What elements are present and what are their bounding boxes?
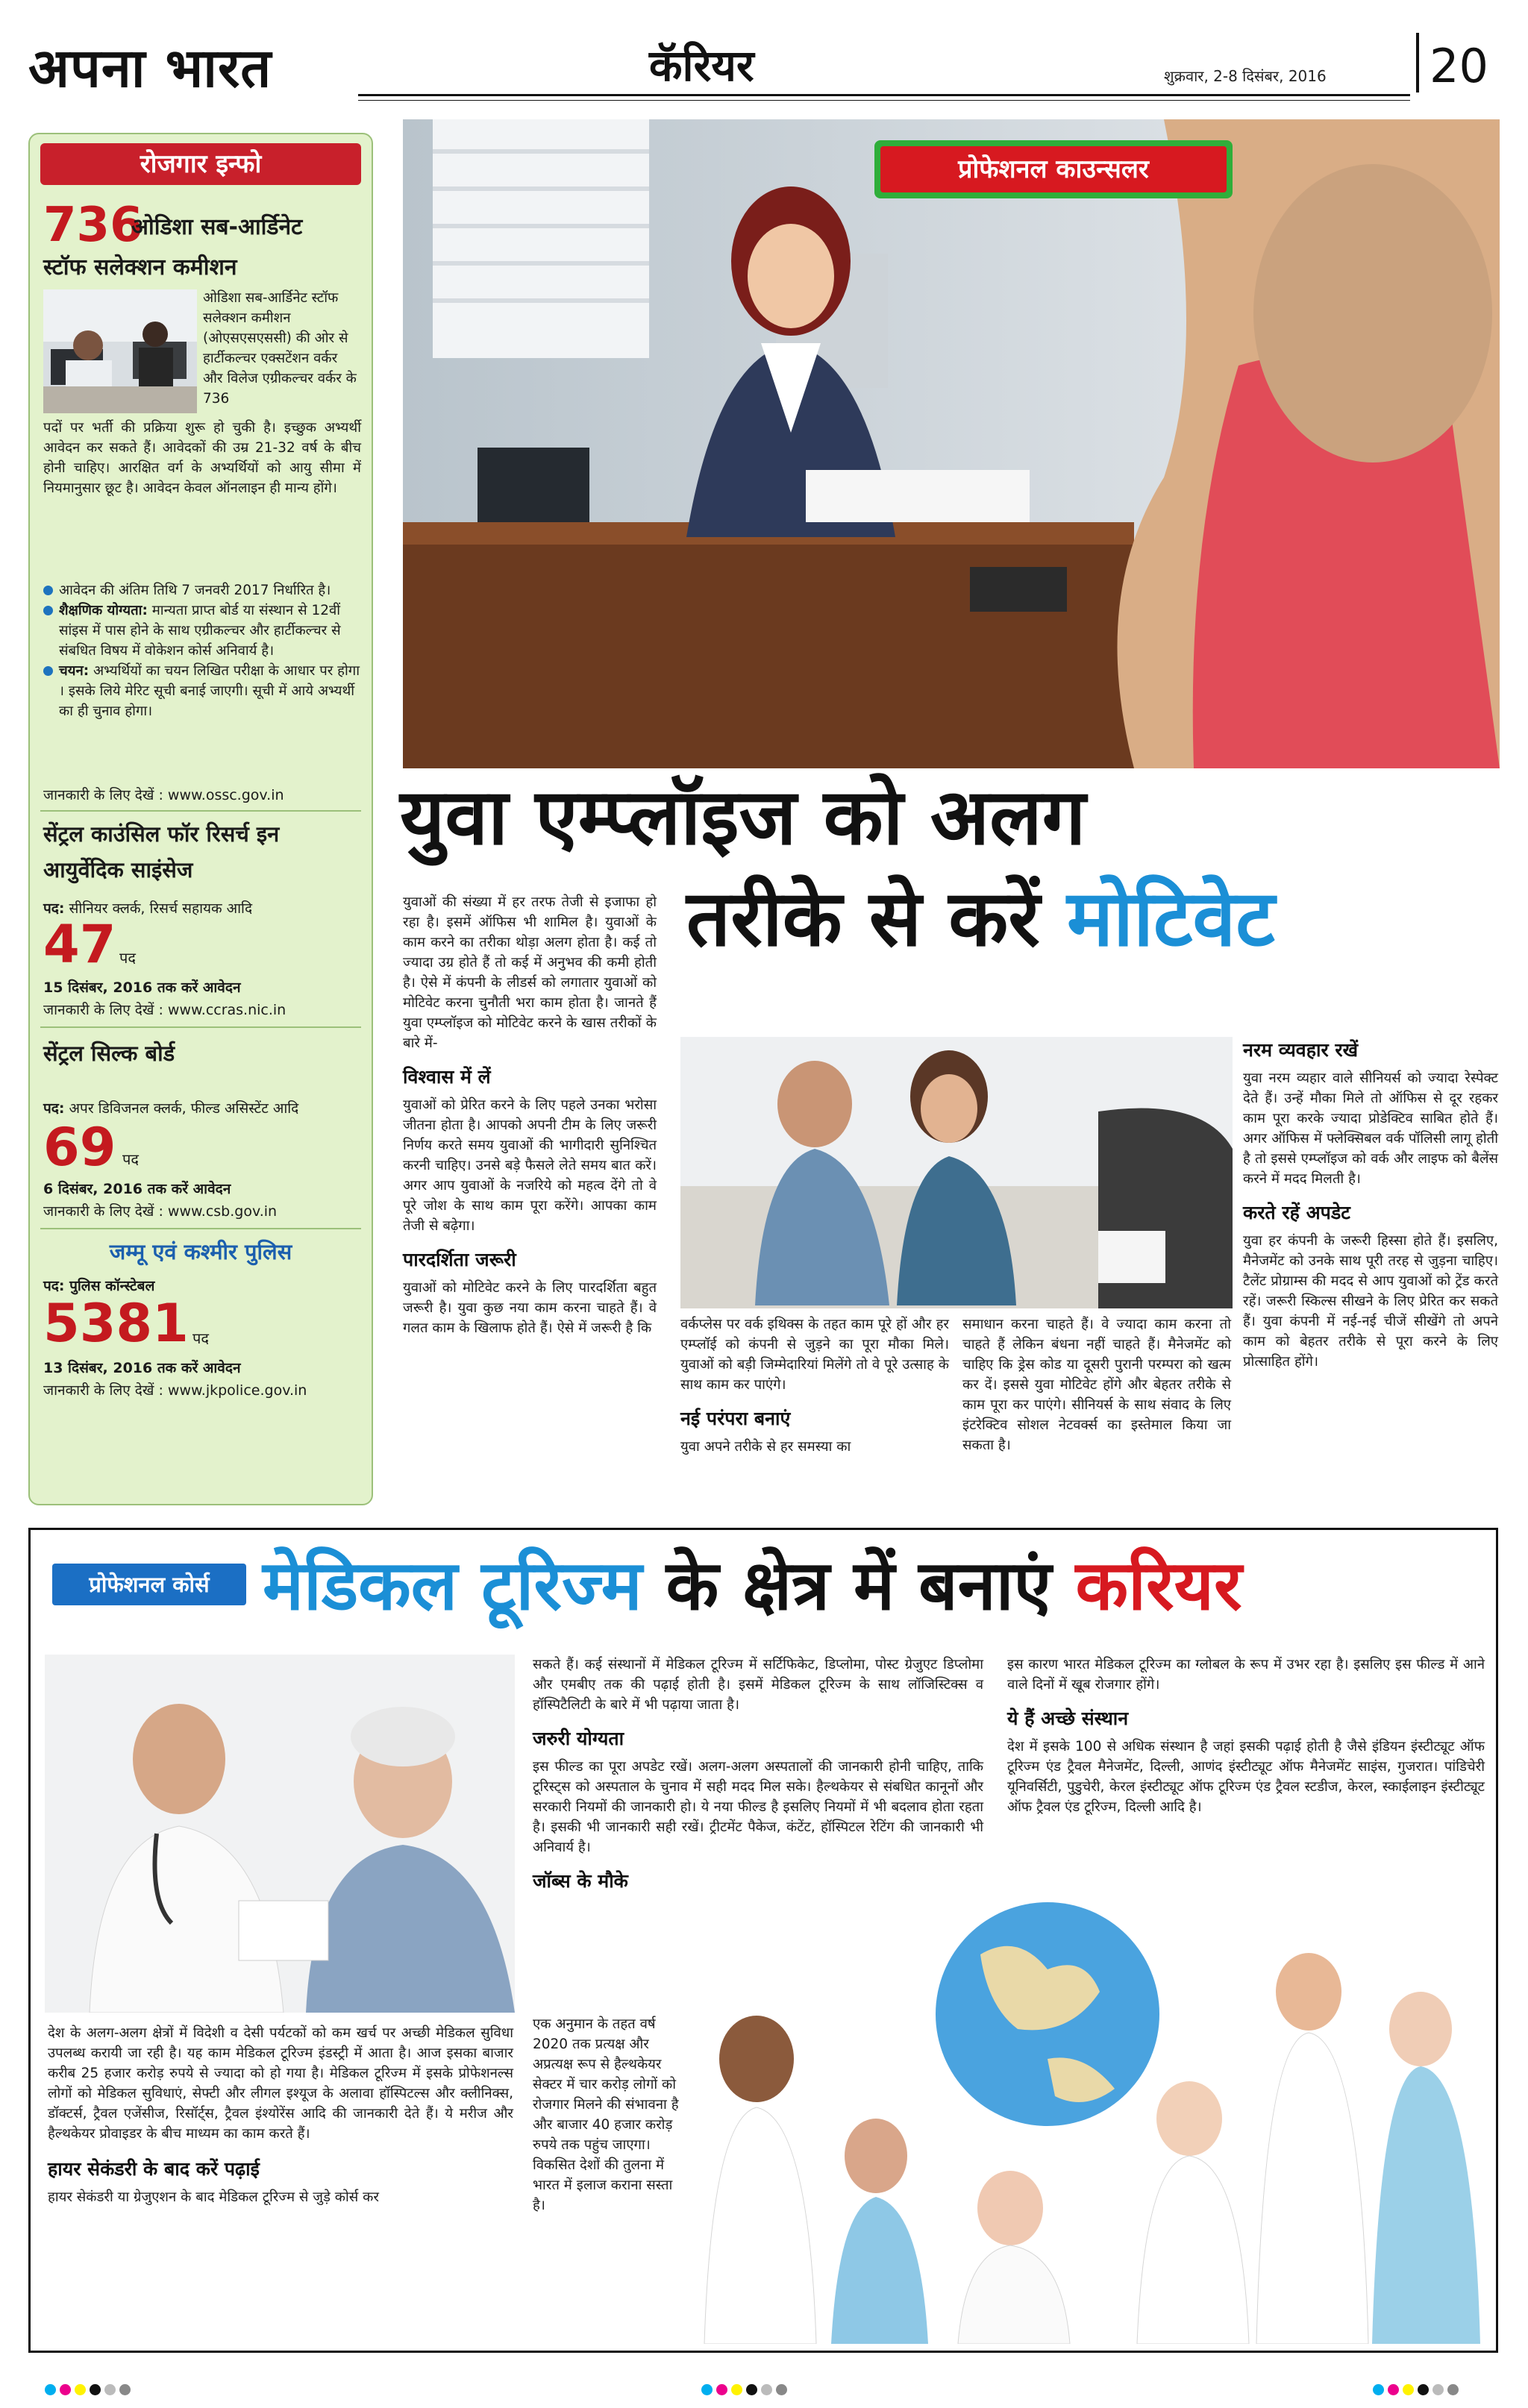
tourism-badge bbox=[52, 1564, 246, 1605]
bullet-item bbox=[43, 601, 361, 661]
ccras-deadline: 15 दिसंबर, 2016 तक करें आवेदन bbox=[43, 979, 241, 996]
body-paragraph: युवा अपने तरीके से हर समस्या का bbox=[680, 1439, 851, 1455]
body-paragraph: हायर सेकंडरी या ग्रेजुएशन के बाद मेडिकल टूरिज्म से जुड़े कोर्स कर bbox=[48, 2189, 379, 2205]
ccras-count: 47 bbox=[43, 914, 116, 975]
subhead: करते रहें अपडेट bbox=[1243, 1202, 1350, 1223]
color-dot-icon bbox=[119, 2384, 131, 2395]
headline-part: तरीके से करें bbox=[686, 873, 1067, 964]
counselor-col3 bbox=[962, 1314, 1231, 1455]
body-paragraph: सकते हैं। कई संस्थानों में मेडिकल टूरिज्म में सर्टिफिकेट, डिप्लोमा, पोस्ट ग्रेजुएट डिप्लोमा और एमबीए तक की पढ़ाई होती है। इसमें मेडिकल टूरिज्म के साथ लॉजिस्टिक्स व हॉस्पिटैलिटी के बारे में भी पढ़ाया जाता है। bbox=[533, 1657, 983, 1713]
headline-part: मेडिकल टूरिज्म bbox=[263, 1546, 642, 1625]
masthead-rule-thin bbox=[358, 100, 1410, 101]
post-label: पद: bbox=[43, 1278, 65, 1294]
body-paragraph: एक अनुमान के तहत वर्ष 2020 तक प्रत्यक्ष और अप्रत्यक्ष रूप से हैल्थकेयर सेक्टर में चार करोड़ लोगों को रोजगार मिलने की संभावना है और बाजार 40 हजार करोड़ रुपये तक पहुंच जाएगा। विकसित देशों की तुलना में भारत में इलाज कराना सस्ता है। bbox=[533, 2016, 679, 2213]
color-dot-icon bbox=[1388, 2384, 1399, 2395]
color-registration-center bbox=[701, 2384, 791, 2398]
body-paragraph: युवाओं की संख्या में हर तरफ तेजी से इजाफा हो रहा है। इसमें ऑफिस भी शामिल है। युवाओं के काम करने का तरीका थोड़ा अलग होता है। कई तो ज्यादा उग्र होते हैं तो कई में अनुभव की कमी होती है। ऐसे में कंपनी के लीडर्स को लगातार युवाओं को मोटिवेट करना चुनौती भरा काम होता है। जानते हैं युवा एम्प्लॉइज को मोटिवेट करने के खास तरीकों के बारे में- bbox=[403, 894, 657, 1051]
csb-deadline: 6 दिसंबर, 2016 तक करें आवेदन bbox=[43, 1181, 231, 1197]
post-text: सीनियर क्लर्क, रिसर्च सहायक आदि bbox=[64, 900, 253, 917]
headline-highlight: करियर bbox=[1075, 1546, 1242, 1625]
subhead: ये हैं अच्छे संस्थान bbox=[1007, 1708, 1129, 1729]
subhead: नई परंपरा बनाएं bbox=[680, 1408, 791, 1429]
jkp-deadline: 13 दिसंबर, 2016 तक करें आवेदन bbox=[43, 1360, 241, 1376]
headline-highlight: मोटिवेट bbox=[1066, 873, 1275, 964]
csb-count-unit: पद bbox=[122, 1150, 139, 1168]
color-registration-right bbox=[1373, 2384, 1462, 2398]
doctor-patient-photo bbox=[45, 1655, 515, 2013]
body-paragraph: युवा नरम व्यहार वाले सीनियर्स को ज्यादा रेस्पेक्ट देते हैं। उन्हें मौका मिले तो ऑफिस से दूर रहकर काम पूरा करके ज्यादा प्रोडेक्टिव साबित होते हैं। अगर ऑफिस में फ्लेक्सिबल वर्क पॉलिसी लागू होती है तो इससे एम्प्लॉइज को वर्क और लाइफ को बैलेंस करने में मदद मिलती है। bbox=[1243, 1070, 1498, 1187]
color-dot-icon bbox=[75, 2384, 86, 2395]
body-paragraph: वर्कप्लेस पर वर्क इथिक्स के तहत काम पूरे हों और हर एम्प्लॉई को कंपनी से जुड़ने का पूरा मौका मिले। युवाओं को बड़ी जिम्मेदारियां मिलेंगे तो वे पूरे उत्साह के साथ काम कर पाएंगे। bbox=[680, 1317, 949, 1393]
globe-medical-staff-photo bbox=[697, 1887, 1492, 2344]
color-dot-icon bbox=[731, 2384, 742, 2395]
sidebar-header-title: रोजगार इन्फो bbox=[140, 149, 262, 179]
body-paragraph: इस फील्ड का पूरा अपडेट रखें। अलग-अलग अस्पतालों की जानकारी होनी चाहिए, ताकि टूरिस्ट्स को अस्पताल के चुनाव में सही मदद मिल सके। हैल्थकेयर से संबधित कानूनों और सरकारी नियमों की जानकारी हो। ये नया फील्ड है इसलिए नियमों में भी बदलाव होता रहता है। इसकी भी जानकारी सही रखें। ट्रीटमेंट पैकेज, कंटेंट, हॉस्पिटल रेटिंग की जानकारी भी अनिवार्य है। bbox=[533, 1759, 983, 1855]
body-paragraph: युवाओं को मोटिवेट करने के लिए पारदर्शिता बहुत जरूरी है। युवा कुछ नया काम करना चाहते हैं। वे गलत काम के खिलाफ होते हैं। ऐसे में जरूरी है कि bbox=[403, 1280, 657, 1336]
bullet-label: शैक्षणिक योग्यता: bbox=[59, 603, 148, 618]
csb-count: 69 bbox=[43, 1117, 116, 1178]
subhead: विश्वास में लें bbox=[403, 1066, 491, 1088]
color-registration-left bbox=[45, 2384, 134, 2398]
color-dot-icon bbox=[746, 2384, 757, 2395]
body-paragraph: इस कारण भारत मेडिकल टूरिज्म का ग्लोबल के रूप में उभर रहा है। इसलिए इस फील्ड में आने वाले दिनों में खूब रोजगार होंगे। bbox=[1007, 1657, 1485, 1693]
post-text: पुलिस कॉन्स्टेबल bbox=[64, 1278, 155, 1294]
subhead: जॉब्स के मौके bbox=[533, 1870, 628, 1892]
subhead: नरम व्यवहार रखें bbox=[1243, 1039, 1359, 1061]
body-paragraph: युवाओं को प्रेरित करने के लिए पहले उनका भरोसा जीतना होता है। आपको अपनी टीम के लिए जरूरी निर्णय करते समय युवाओं की भागीदारी सुनिश्चित करनी चाहिए। उनसे बड़े फैसले लेते समय बात करें। अगर आप युवाओं के नजरिये को महत्व देंगे तो वे पूरे जोश के साथ काम पूरा करेंगे। आपका काम तेजी से बढ़ेगा। bbox=[403, 1097, 657, 1234]
divider bbox=[40, 810, 361, 812]
couple-counseling-photo bbox=[680, 1037, 1233, 1308]
section-title: कॅरियर bbox=[649, 40, 754, 91]
counselor-headline-1: युवा एम्प्लॉइज को अलग bbox=[400, 771, 1086, 862]
ossc-title-1: ओडिशा सब-आर्डिनेट bbox=[131, 214, 303, 240]
csb-posts bbox=[43, 1098, 298, 1117]
masthead-rule bbox=[358, 94, 1410, 96]
counselor-badge-inner: प्रोफेशनल काउन्सलर bbox=[880, 146, 1227, 192]
counselor-col1 bbox=[403, 892, 657, 1338]
csb-title: सेंट्रल सिल्क बोर्ड bbox=[43, 1041, 175, 1066]
counselor-headline-2 bbox=[686, 874, 1275, 962]
color-dot-icon bbox=[1432, 2384, 1444, 2395]
color-dot-icon bbox=[761, 2384, 772, 2395]
divider bbox=[40, 1228, 361, 1229]
jkp-count: 5381 bbox=[43, 1293, 189, 1354]
sidebar-header bbox=[40, 143, 361, 185]
bullet-item bbox=[43, 661, 361, 721]
jkp-title: जम्मू एवं कश्मीर पुलिस bbox=[109, 1239, 292, 1264]
counselor-office-photo bbox=[403, 119, 1500, 768]
ccras-count-unit: पद bbox=[119, 949, 136, 967]
color-dot-icon bbox=[1373, 2384, 1384, 2395]
bullet-text: आवेदन की अंतिम तिथि 7 जनवरी 2017 निर्धारित है। bbox=[59, 583, 331, 598]
color-dot-icon bbox=[716, 2384, 727, 2395]
post-text: अपर डिविजनल क्लर्क, फील्ड असिस्टेंट आदि bbox=[64, 1100, 299, 1117]
tourism-left-col bbox=[48, 2023, 513, 2207]
headline-part: के क्षेत्र में बनाएं bbox=[642, 1546, 1076, 1625]
bullet-dot-icon bbox=[43, 586, 53, 595]
counselor-badge bbox=[874, 140, 1233, 198]
tourism-jobs-col bbox=[533, 2014, 689, 2216]
counselor-col4 bbox=[1243, 1037, 1498, 1372]
ccras-title-2: आयुर्वेदिक साइंसेज bbox=[43, 857, 193, 882]
post-label: पद: bbox=[43, 900, 65, 917]
tourism-mid-col bbox=[533, 1655, 983, 1893]
color-dot-icon bbox=[776, 2384, 787, 2395]
color-dot-icon bbox=[90, 2384, 101, 2395]
ossc-wrap-text: ओडिशा सब-आर्डिनेट स्टॉफ सलेक्शन कमीशन (ओएसएसएससी) की ओर से हार्टीकल्चर एक्सटेंशन वर्कर और विलेज एग्रीकल्चर वर्कर के 736 bbox=[203, 290, 357, 407]
body-paragraph: देश के अलग-अलग क्षेत्रों में विदेशी व देसी पर्यटकों को कम खर्च पर अच्छी मेडिकल सुविधा उपलब्ध करायी जा रही है। यह काम मेडिकल टूरिज्म इंडस्ट्री में आता है। आज इसका बाजार करीब 25 हजार करोड़ रुपये से ज्यादा को हो गया है। मेडिकल टूरिज्म में इसके प्रोफेशनल्स लोगों को मेडिकल सुविधाएं, सेफ्टी और लीगल इश्यूज के अलावा हॉस्पिटल्स और क्लीनिक्स, डॉक्टर्स, ट्रैवल एजेंसीज, रिसॉर्ट्स, ट्रैवल इंश्योरेंस आदि की जानकारी देते हैं। ये मरीज और हैल्थकेयर प्रोवाइडर के बीच माध्यम का काम करते हैं। bbox=[48, 2025, 513, 2142]
color-dot-icon bbox=[1447, 2384, 1459, 2395]
bullet-dot-icon bbox=[43, 606, 53, 615]
post-label: पद: bbox=[43, 1100, 65, 1117]
ossc-link: जानकारी के लिए देखें : www.ossc.gov.in bbox=[43, 787, 284, 803]
subhead: पारदर्शिता जरूरी bbox=[403, 1249, 516, 1270]
color-dot-icon bbox=[104, 2384, 116, 2395]
office-workers-photo bbox=[43, 289, 197, 413]
bullet-item bbox=[43, 580, 361, 601]
bullet-label: चयन: bbox=[59, 663, 90, 679]
page-number-divider bbox=[1416, 33, 1419, 93]
brand-logo: अपना भारत bbox=[28, 36, 272, 99]
ossc-body: पदों पर भर्ती की प्रक्रिया शुरू हो चुकी है। इच्छुक अभ्यर्थी आवेदन कर सकते हैं। आवेदकों की उम्र 21-32 वर्ष के बीच होनी चाहिए। आरक्षित वर्ग के अभ्यर्थियों को आयु सीमा में नियमानुसार छूट है। आवेदन केवल ऑनलाइन ही मान्य होंगे। bbox=[43, 420, 361, 496]
color-dot-icon bbox=[45, 2384, 56, 2395]
ccras-title-1: सेंट्रल काउंसिल फॉर रिसर्च इन bbox=[43, 821, 280, 847]
bullet-text: अभ्यर्थियों का चयन लिखित परीक्षा के आधार पर होगा । इसके लिये मेरिट सूची बनाई जाएगी। सूची में आये अभ्यर्थी का ही चुनाव होगा। bbox=[59, 663, 360, 719]
jobs-sidebar bbox=[28, 133, 373, 1505]
color-dot-icon bbox=[1403, 2384, 1414, 2395]
color-dot-icon bbox=[701, 2384, 713, 2395]
issue-date: शुक्रवार, 2-8 दिसंबर, 2016 bbox=[1164, 67, 1327, 85]
jkp-count-unit: पद bbox=[192, 1329, 209, 1347]
ccras-link: जानकारी के लिए देखें : www.ccras.nic.in bbox=[43, 1002, 286, 1018]
ossc-title-2: स्टॉफ सलेक्शन कमीशन bbox=[43, 254, 237, 280]
masthead bbox=[0, 0, 1528, 112]
body-paragraph: युवा हर कंपनी के जरूरी हिस्सा होते हैं। इसलिए, मैनेजमेंट को उनके साथ पूरी तरह से जुड़ना चाहिए। टैलेंट प्रोग्राम्स की मदद से आप युवाओं को ट्रेंड करते रहें। जरूरी स्किल्स सीखने के लिए प्रेरित कर सकते हैं। युवा कंपनी में नई-नई चीजें सीखेंगे तो अपने काम को बेहतर तरीके से पूरा करने के लिए प्रोत्साहित होंगे। bbox=[1243, 1233, 1498, 1370]
csb-link: जानकारी के लिए देखें : www.csb.gov.in bbox=[43, 1203, 278, 1220]
color-dot-icon bbox=[60, 2384, 71, 2395]
subhead: जरुरी योग्यता bbox=[533, 1728, 624, 1749]
tourism-right-col bbox=[1007, 1655, 1485, 1817]
tourism-headline bbox=[263, 1547, 1242, 1625]
ossc-bullets bbox=[43, 580, 361, 721]
body-paragraph: समाधान करना चाहते हैं। वे ज्यादा काम करना तो चाहते हैं लेकिन बंधना नहीं चाहते हैं। मैनेजमेंट को चाहिए कि ड्रेस कोड या दूसरी पुरानी परम्परा को खत्म कर दें। इससे युवा मोटिवेट होंगे और बेहतर तरीके से काम पूरा कर पाएंगे। सीनियर्स के साथ संवाद के लिए इंटरेक्टिव सोशल नेटवर्क्स का इस्तेमाल किया जा सकता है। bbox=[962, 1317, 1231, 1453]
body-paragraph: देश में इसके 100 से अधिक संस्थान है जहां इसकी पढ़ाई होती है जैसे इंडियन इंस्टीट्यूट ऑफ टूरिज्म एंड ट्रैवल मैनेजमेंट, दिल्ली, आणंद इंस्टीट्यूट ऑफ मैनेजमेंट साइंस, गुजरात। पांडिचेरी यूनिवर्सिटी, पुडुचेरी, केरल इंस्टीट्यूट ऑफ टूरिज्म एंड ट्रैवल स्टडीज, केरल, स्काईलाइन इंस्टीट्यूट ऑफ ट्रैवल एंड टूरिज्म, दिल्ली आदि है। bbox=[1007, 1739, 1485, 1815]
jkp-link: जानकारी के लिए देखें : www.jkpolice.gov.in bbox=[43, 1382, 307, 1399]
bullet-text: मान्यता प्राप्त बोर्ड या संस्थान से 12वीं सांइस में पास होने के साथ एग्रीकल्चर और हार्टीकल्चर से संबधित विषय में वोकेशन कोर्स अनिवार्य है। bbox=[59, 603, 341, 659]
page-number: 20 bbox=[1430, 39, 1488, 93]
subhead: हायर सेकंडरी के बाद करें पढ़ाई bbox=[48, 2158, 260, 2180]
color-dot-icon bbox=[1418, 2384, 1429, 2395]
divider bbox=[40, 1026, 361, 1028]
ossc-count: 736 bbox=[43, 198, 143, 253]
bullet-dot-icon bbox=[43, 666, 53, 676]
counselor-col2 bbox=[680, 1314, 949, 1457]
tourism-badge-label: प्रोफेशनल कोर्स bbox=[89, 1572, 210, 1597]
